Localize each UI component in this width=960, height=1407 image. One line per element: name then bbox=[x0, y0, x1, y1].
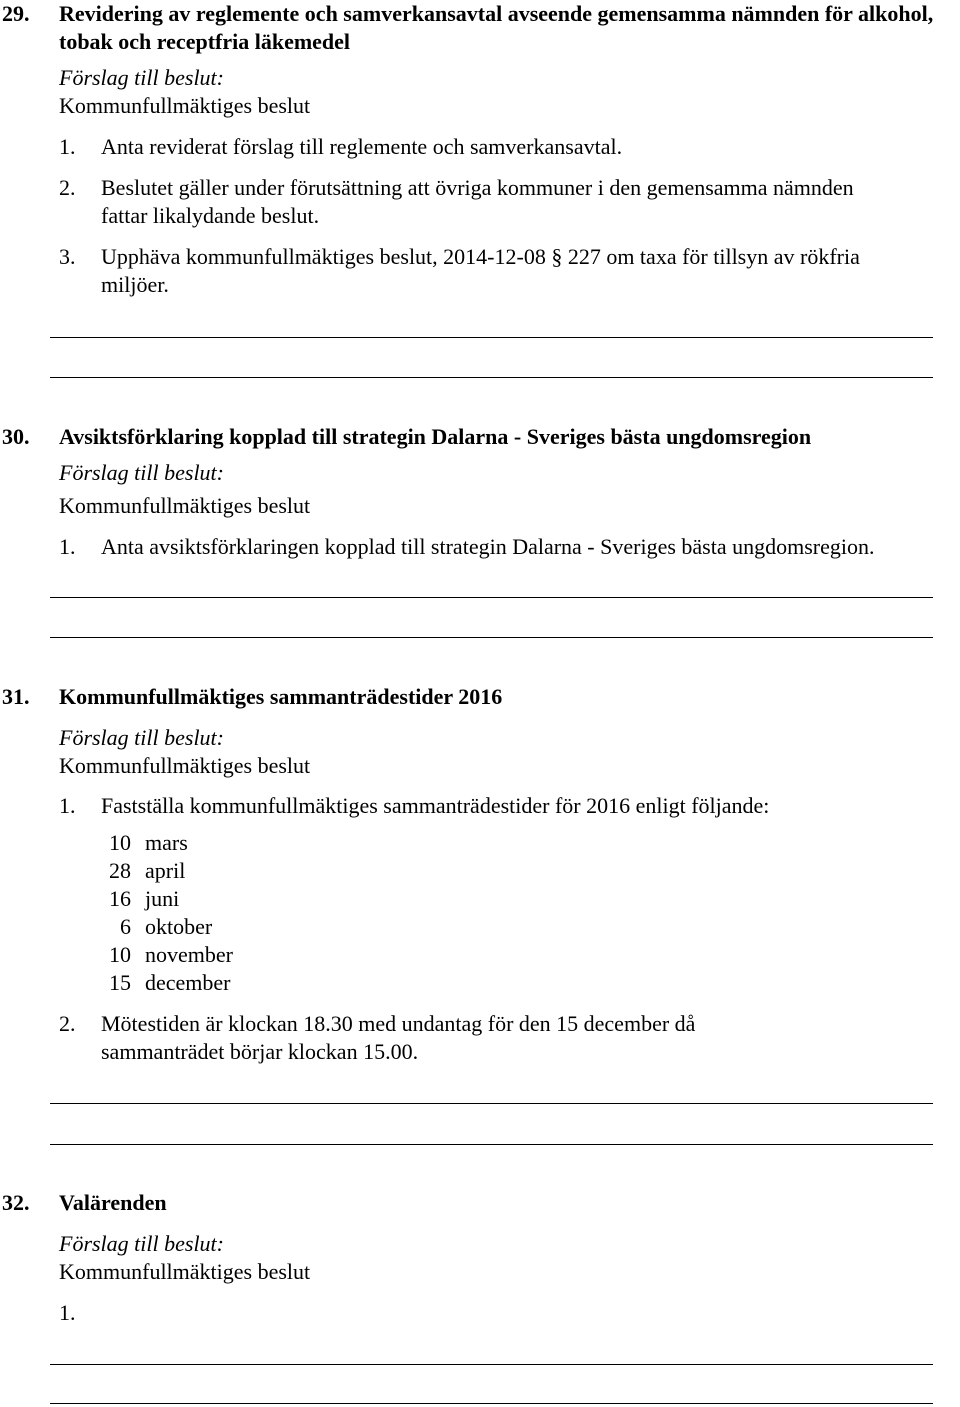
section-title: Revidering av reglemente och samverkansavtal avseende gemensamma nämnden för alkohol, tobak och receptfria läkemedel bbox=[59, 1, 934, 54]
decision-label: Kommunfullmäktiges beslut bbox=[59, 493, 311, 518]
divider-line bbox=[50, 637, 933, 638]
item-number: 2. bbox=[59, 1011, 76, 1036]
date-day: 16 bbox=[109, 886, 131, 911]
section-number: 32. bbox=[2, 1190, 30, 1215]
section-number: 29. bbox=[2, 1, 30, 26]
item-text: Fastställa kommunfullmäktiges sammanträdestider för 2016 enligt följande: bbox=[101, 793, 770, 818]
section-title: Valärenden bbox=[59, 1190, 167, 1215]
decision-label: Kommunfullmäktiges beslut bbox=[59, 1259, 311, 1284]
section-title: Avsiktsförklaring kopplad till strategin Dalarna - Sveriges bästa ungdomsregion bbox=[59, 424, 812, 449]
date-month: juni bbox=[145, 886, 180, 911]
section-title: Kommunfullmäktiges sammanträdestider 2016 bbox=[59, 684, 503, 709]
divider-line bbox=[50, 597, 933, 598]
divider-line bbox=[50, 377, 933, 378]
proposal-label: Förslag till beslut: bbox=[59, 1231, 224, 1256]
date-day: 10 bbox=[109, 830, 131, 855]
divider-line bbox=[50, 1403, 933, 1404]
divider-line bbox=[50, 1144, 933, 1145]
item-text: Anta reviderat förslag till reglemente och samverkansavtal. bbox=[101, 134, 623, 159]
section-number: 30. bbox=[2, 424, 30, 449]
item-number: 2. bbox=[59, 175, 76, 200]
item-text: Anta avsiktsförklaringen kopplad till strategin Dalarna - Sveriges bästa ungdomsregion. bbox=[101, 534, 875, 559]
divider-line bbox=[50, 1103, 933, 1104]
date-day: 28 bbox=[109, 858, 131, 883]
item-number: 1. bbox=[59, 134, 76, 159]
item-number: 3. bbox=[59, 244, 76, 269]
date-month: april bbox=[145, 858, 186, 883]
date-month: november bbox=[145, 942, 233, 967]
date-day: 6 bbox=[120, 914, 131, 939]
date-month: december bbox=[145, 970, 231, 995]
date-month: oktober bbox=[145, 914, 213, 939]
decision-label: Kommunfullmäktiges beslut bbox=[59, 93, 311, 118]
date-day: 15 bbox=[109, 970, 131, 995]
item-text: Mötestiden är klockan 18.30 med undantag för den 15 december då sammanträdet börjar klockan 15.00. bbox=[101, 1011, 696, 1064]
section-number: 31. bbox=[2, 684, 30, 709]
item-text: Upphäva kommunfullmäktiges beslut, 2014-12-08 § 227 om taxa för tillsyn av rökfria miljöer. bbox=[101, 244, 860, 297]
item-text: Beslutet gäller under förutsättning att övriga kommuner i den gemensamma nämnden fattar likalydande beslut. bbox=[101, 175, 854, 228]
date-day: 10 bbox=[109, 942, 131, 967]
item-number: 1. bbox=[59, 793, 76, 818]
item-number: 1. bbox=[59, 1300, 76, 1325]
divider-line bbox=[50, 1364, 933, 1365]
proposal-label: Förslag till beslut: bbox=[59, 725, 224, 750]
proposal-label: Förslag till beslut: bbox=[59, 65, 224, 90]
proposal-label: Förslag till beslut: bbox=[59, 460, 224, 485]
date-month: mars bbox=[145, 830, 188, 855]
divider-line bbox=[50, 337, 933, 338]
decision-label: Kommunfullmäktiges beslut bbox=[59, 753, 311, 778]
item-number: 1. bbox=[59, 534, 76, 559]
